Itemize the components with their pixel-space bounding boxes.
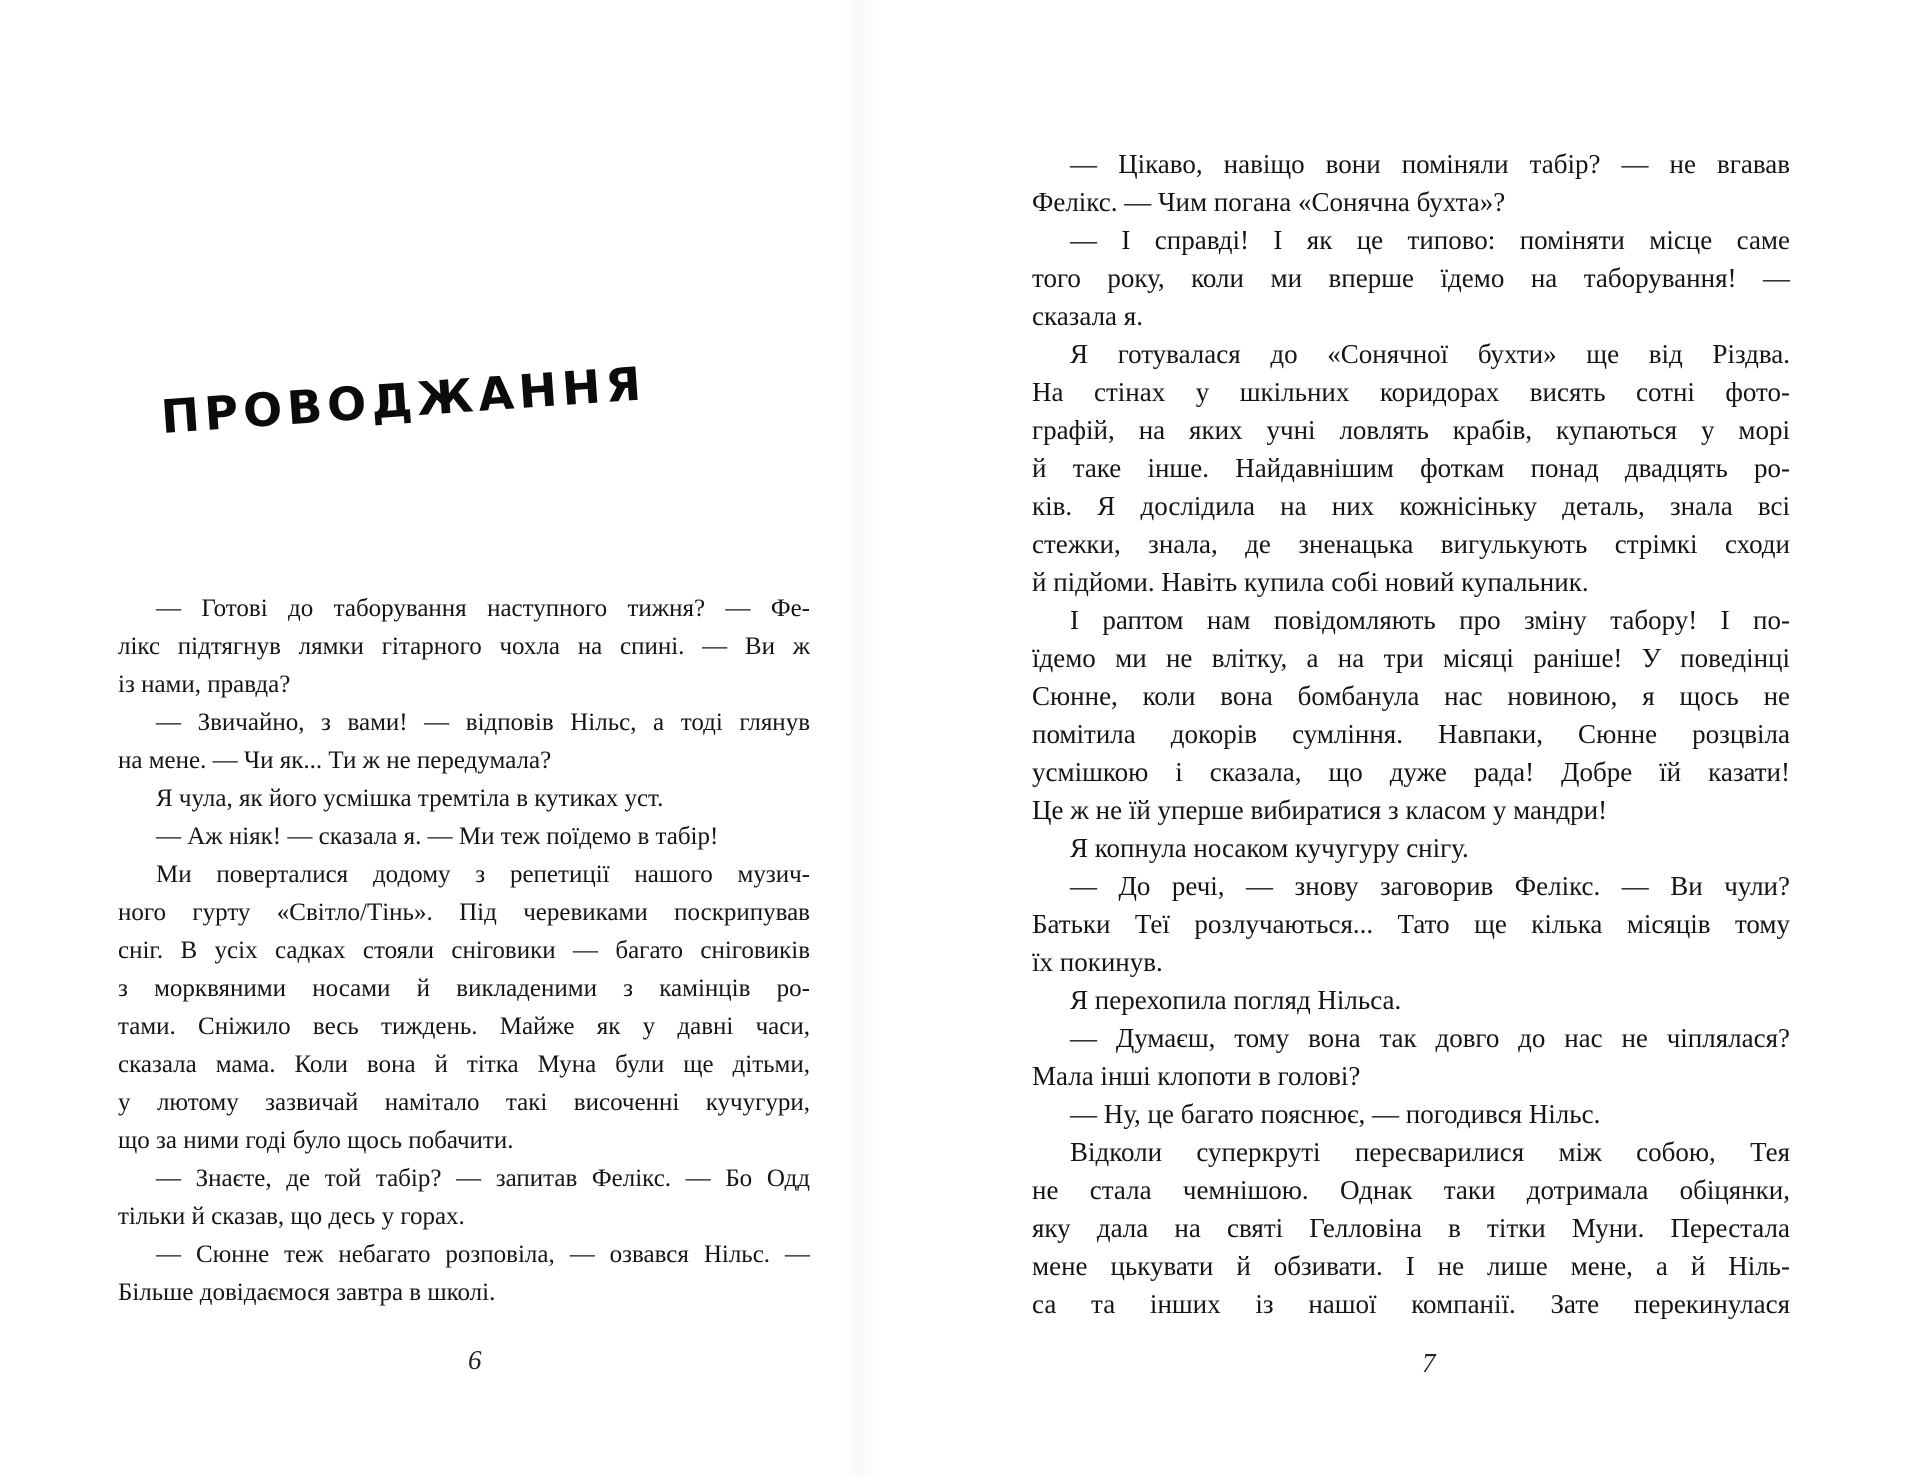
text-line: графій, на яких учні ловлять крабів, купаються у морі [1032,415,1790,445]
text-line: Я готувалася до «Сонячної бухти» ще від Різдва. [1070,339,1790,369]
text-line: мене цькувати й обзивати. І не лише мене, а й Ніль- [1032,1251,1790,1281]
text-line: ків. Я дослідила на них кожнісіньку деталь, знала всі [1032,491,1790,521]
text-line: — Аж ніяк! — сказала я. — Ми теж поїдемо в табір! [156,823,719,850]
text-line: І раптом нам повідомляють про зміну табору! І по- [1070,605,1790,635]
text-line: помітила докорів сумління. Навпаки, Сюнне розцвіла [1032,719,1790,749]
text-line: Мала інші клопоти в голові? [1032,1061,1361,1091]
text-line: са та інших із нашої компанії. Зате перекинулася [1032,1289,1790,1319]
text-line: сніг. В усіх садках стояли сніговики — багато сніговиків [118,937,810,964]
text-line: їдемо ми не влітку, а на три місяці раніше! У поведінці [1032,643,1790,673]
text-line: їх покинув. [1032,947,1163,977]
text-line: стежки, знала, де зненацька вигулькують стрімкі сходи [1032,529,1790,559]
page-number-right: 7 [1422,1348,1436,1378]
text-line: й підйоми. Навіть купила собі новий купальник. [1032,567,1589,597]
text-line: — Готові до таборування наступного тижня? — Фе- [156,595,810,622]
text-line: Батьки Теї розлучаються... Тато ще кілька місяців тому [1032,909,1790,939]
text-line: Це ж не їй уперше вибиратися з класом у мандри! [1032,795,1608,825]
text-line: що за ними годі було щось побачити. [118,1127,514,1154]
text-line: сказала я. [1032,301,1143,331]
text-line: Я перехопила погляд Нільса. [1070,985,1402,1015]
right-page-text [1032,145,1790,1323]
text-line: Більше довідаємося завтра в школі. [118,1279,496,1306]
text-line: Фелікс. — Чим погана «Сонячна бухта»? [1032,187,1506,217]
text-line: лікс підтягнув лямки гітарного чохла на спині. — Ви ж [118,633,810,660]
text-line: Я копнула носаком кучугуру снігу. [1070,833,1469,863]
text-line: — Знаєте, де той табір? — запитав Фелікс. — Бо Одд [156,1165,810,1192]
page-gutter [845,0,875,1477]
text-line: усмішкою і сказала, що дуже рада! Добре їй казати! [1032,757,1790,787]
page-number-left: 6 [468,1345,482,1375]
text-line: того року, коли ми вперше їдемо на таборування! — [1032,263,1790,293]
text-line: Відколи суперкруті пересварилися між собою, Тея [1070,1137,1790,1167]
text-line: Я чула, як його усмішка тремтіла в кутиках уст. [156,785,664,812]
text-line: тільки й сказав, що десь у горах. [118,1203,465,1230]
text-line: — І справді! І як це типово: поміняти місце саме [1070,225,1790,255]
text-line: тами. Сніжило весь тиждень. Майже як у давні часи, [118,1013,810,1040]
text-line: не стала чемнішою. Однак таки дотримала обіцянки, [1032,1175,1790,1205]
text-line: — До речі, — знову заговорив Фелікс. — Ви чули? [1070,871,1790,901]
text-line: Ми поверталися додому з репетиції нашого музич- [156,861,810,888]
text-line: й таке інше. Найдавнішим фоткам понад двадцять ро- [1032,453,1790,483]
text-line: на мене. — Чи як... Ти ж не передумала? [118,747,552,774]
text-line: сказала мама. Коли вона й тітка Муна були ще дітьми, [118,1051,810,1078]
text-line: — Сюнне теж небагато розповіла, — озвався Нільс. — [156,1241,810,1268]
left-page-text [118,590,810,1312]
text-line: Сюнне, коли вона бомбанула нас новиною, я щось не [1032,681,1790,711]
text-line: яку дала на святі Гелловіна в тітки Муни. Перестала [1032,1213,1790,1243]
text-line: — Цікаво, навіщо вони поміняли табір? — не вгавав [1070,149,1790,179]
text-line: — Думаєш, тому вона так довго до нас не чіплялася? [1070,1023,1790,1053]
text-line: — Ну, це багато пояснює, — погодився Нільс. [1070,1099,1601,1129]
text-line: — Звичайно, з вами! — відповів Нільс, а тоді глянув [156,709,810,736]
text-line: На стінах у шкільних коридорах висять сотні фото- [1032,377,1790,407]
text-line: з морквяними носами й викладеними з камінців ро- [118,975,810,1002]
chapter-title: ПРОВОДЖАННЯ [159,356,648,444]
text-line: ного гурту «Світло/Тінь». Під черевиками поскрипував [118,899,810,926]
text-line: у лютому зазвичай намітало такі височенні кучугури, [118,1089,810,1116]
text-line: із нами, правда? [118,671,291,698]
